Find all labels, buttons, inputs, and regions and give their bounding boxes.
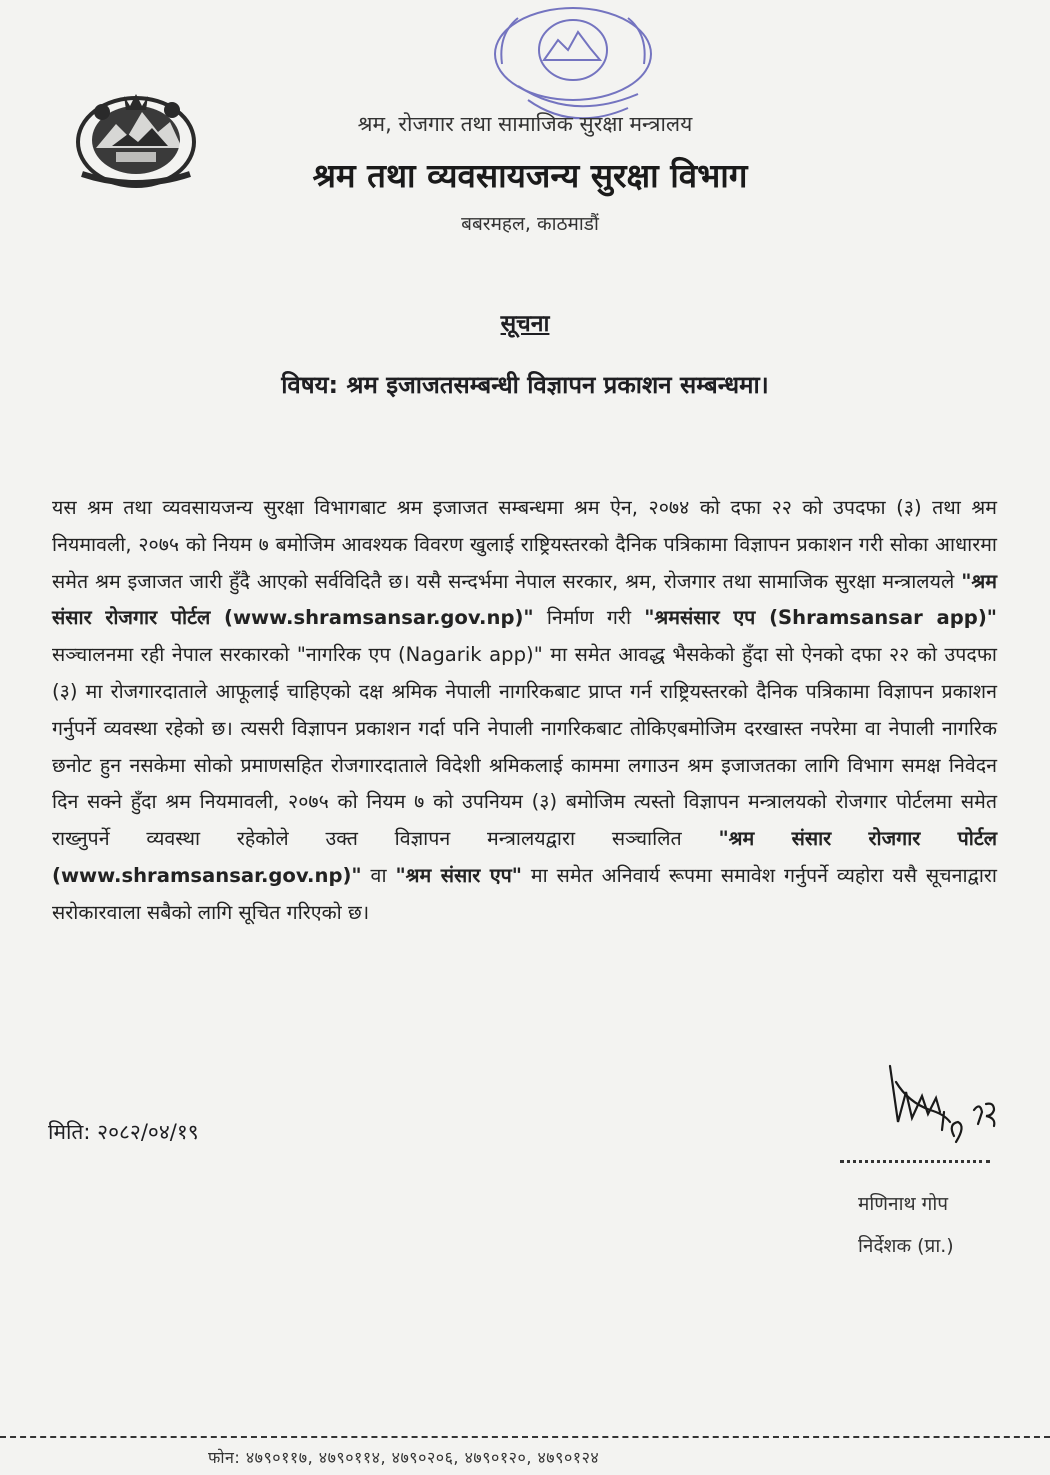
portal-link-text: "श्रम संसार रोजगार पोर्टल (www.shramsansar.gov.np)"	[52, 569, 997, 630]
signatory-name: मणिनाथ गोप	[858, 1193, 949, 1215]
notice-body	[52, 490, 997, 932]
signature-line	[840, 1160, 990, 1163]
department-name: श्रम तथा व्यवसायजन्य सुरक्षा विभाग	[312, 156, 748, 195]
app-name-text: "श्रम संसार एप"	[395, 863, 522, 887]
app-name-text: "श्रमसंसार एप (Shramsansar app)"	[644, 606, 997, 630]
nepal-government-emblem	[72, 88, 200, 190]
handwritten-signature	[878, 1052, 1008, 1162]
notice-date: मिति: २०८२/०४/१९	[48, 1120, 199, 1144]
office-address: बबरमहल, काठमाडौं	[461, 213, 599, 235]
ministry-name: श्रम, रोजगार तथा सामाजिक सुरक्षा मन्त्रालय	[357, 112, 693, 136]
body-text-segment: मा समेत अनिवार्य रूपमा समावेश गर्नुपर्ने व्यहोरा यसै सूचनाद्वारा सरोकारवाला सबैको लागि सूचित गरिएको छ।	[52, 863, 997, 924]
body-text-segment: सञ्चालनमा रही नेपाल सरकारको "नागरिक एप (Nagarik app)" मा समेत आवद्ध भैसकेको हुँदा सो ऐनको दफा २२ को उपदफा (३) मा रोजगारदाताले आफूलाई चाहिएको दक्ष श्रमिक नेपाली नागरिकबाट प्राप्त गर्न राष्ट्रियस्तरको दैनिक पत्रिकामा विज्ञापन प्रकाशन गर्नुपर्ने व्यवस्था रहेको छ। त्यसरी विज्ञापन प्रकाशन गर्दा पनि नेपाली नागरिकबाट तोकिएबमोजिम दरखास्त नपरेमा वा नेपाली नागरिक छनोट हुन नसकेमा सोको प्रमाणसहित रोजगारदाताले विदेशी श्रमिकलाई काममा लगाउन श्रम इजाजतका लागि विभाग समक्ष निवेदन दिन सक्ने हुँदा श्रम नियमावली, २०७५ को नियम ७ को उपनियम (३) बमोजिम त्यस्तो विज्ञापन मन्त्रालयको रोजगार पोर्टलमा समेत राख्नुपर्ने व्यवस्था रहेकोले उक्त विज्ञापन मन्त्रालयद्वारा सञ्चालित	[52, 643, 997, 851]
body-text-segment: यस श्रम तथा व्यवसायजन्य सुरक्षा विभागबाट श्रम इजाजत सम्बन्धमा श्रम ऐन, २०७४ को दफा २२ को उपदफा (३) तथा श्रम नियमावली, २०७५ को नियम ७ बमोजिम आवश्यक विवरण खुलाई राष्ट्रियस्तरको दैनिक पत्रिकामा विज्ञापन प्रकाशन गरी सोका आधारमा समेत श्रम इजाजत जारी हुँदै आएको सर्वविदितै छ। यसै सन्दर्भमा नेपाल सरकार, श्रम, रोजगार तथा सामाजिक सुरक्षा मन्त्रालयले	[52, 496, 997, 593]
notice-title: सूचना	[500, 311, 550, 337]
footer-phone-numbers: फोन: ४७९०११७, ४७९०११४, ४७९०२०६, ४७९०१२०, ४७९०१२४	[208, 1448, 600, 1467]
body-text-segment: वा	[361, 863, 396, 887]
portal-link-text: "श्रम संसार रोजगार पोर्टल (www.shramsansar.gov.np)"	[52, 827, 997, 887]
body-text-segment: निर्माण गरी	[533, 606, 645, 630]
signatory-title: निर्देशक (प्रा.)	[858, 1235, 954, 1257]
notice-subject: विषय: श्रम इजाजतसम्बन्धी विज्ञापन प्रकाशन सम्बन्धमा।	[281, 371, 769, 399]
footer-divider	[0, 1436, 1050, 1438]
